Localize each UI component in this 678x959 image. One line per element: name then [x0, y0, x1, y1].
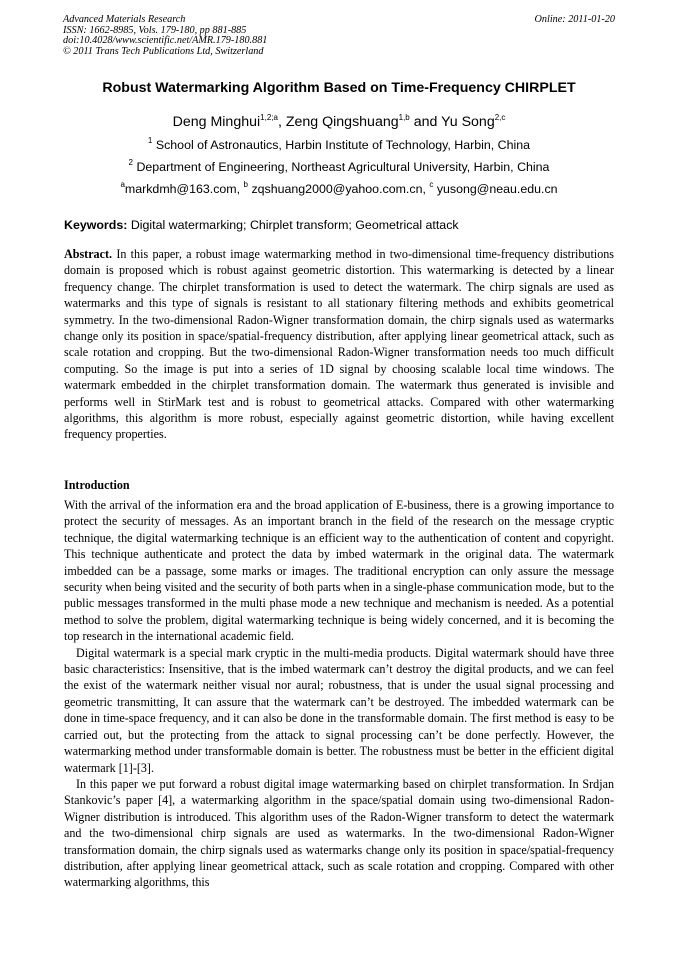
- author-list: [40, 114, 638, 130]
- author-separator: ,: [277, 114, 286, 130]
- affiliation-1: [40, 138, 638, 152]
- paragraph: Digital watermark is a special mark cryptic in the multi-media products. Digital watermark should have three basic characteristics: Insensitive, that is the imbed watermark can’t destroy the digital products, and we can feel the exist of the watermark neither visual nor aural; robustness, that is under the usual signal processing and geometric transmitting, It can assure that the watermark can’t be destroyed. The imbedded watermark can be done in time-space frequency, and it can also be done in the transformable domain. The first method is easy to be carried out, but the protecting from the attack to signal processing can’t be done perfectly. However, the watermarking method under transformable domain is better. The robustness must be better in the efficient digital watermark [1]-[3].: [64, 645, 614, 775]
- paragraph: With the arrival of the information era and the broad application of E-business, there is a growing importance to protect the security of messages. As an important branch in the field of the research on the message cryptic technique, the digital watermarking technique is an efficient way to the authentication of content and copyright. This technique authenticate and protect the data by imbed watermark in the original data. The watermark imbedded can be a passage, some marks or images. The traditional encryption can only assure the message security when being visited and the security of both parts when in a single-phase communication mode, but to the public messages transformed in the multi phase mode a new technique and mechanism is needed. As a potential method to solve the problem, digital watermarking technique is being widely concerned, and it is becoming the top research in the international academic field.: [64, 498, 614, 644]
- affiliation-text: Department of Engineering, Northeast Agricultural University, Harbin, China: [136, 160, 550, 174]
- abstract-label: Abstract.: [64, 247, 113, 261]
- affiliation-marker: 2: [128, 158, 133, 167]
- author-superscript: 1,b: [398, 113, 410, 122]
- publication-info: [63, 15, 615, 57]
- email-address[interactable]: yusong@neau.edu.cn: [436, 182, 558, 196]
- paragraph: In this paper we put forward a robust digital image watermarking based on chirplet transformation. In Srdjan Stankovic’s paper [4], a watermarking algorithm in the space/spatial domain using two-dimensional Radon-Wigner distribution is introduced. This algorithm uses of the Radon-Wigner transform to detect the watermark and the two-dimensional chirp signals are used as watermarks. In the two-dimensional Radon-Wigner transformation domain, the chirp signals used as watermarks change only its position in space/spatial-frequency distribution, after applying linear geometrical attack, such as scale rotation and cropping. Compared with other watermarking algorithms, this: [64, 776, 614, 890]
- affiliation-text: School of Astronautics, Harbin Institute of Technology, Harbin, China: [155, 138, 531, 152]
- author-name: Zeng Qingshuang: [285, 114, 399, 130]
- journal-header: [63, 15, 615, 57]
- copyright-line: © 2011 Trans Tech Publications Ltd, Switzerland: [63, 45, 264, 57]
- email-address[interactable]: markdmh@163.com: [124, 182, 237, 196]
- author-separator: and: [409, 114, 442, 130]
- abstract-text: In this paper, a robust image watermarking method in two-dimensional time-frequency distributions domain is proposed which is robust against geometric distortion. This watermarking is detected by a linear frequency change. The chirplet transformation is used to detect the watermark. The chirp signals are used as watermarks and this type of signals is resistant to all stationary filtering methods and exhibits geometrical symmetry. In the two-dimensional Radon-Wigner transformation domain, the chirp signals used as watermarks change only its position in space/spatial-frequency distribution, after applying linear geometrical attack, such as scale rotation and cropping. But the two-dimensional Radon-Wigner transformation needs too much difficult computing. So the image is put into a series of 1D signal by choosing scalable local time windows. The watermark embedded in the chirplet transformation domain. The watermark thus generated is invisible and performs well in StirMark test and is robust to geometrical attacks. Compared with other watermarking algorithms, this algorithm is more robust, especially against geometric distortion, while having excellent frequency properties.: [64, 247, 614, 442]
- doi-line: doi:10.4028/www.scientific.net/AMR.179-180.881: [63, 35, 268, 47]
- paper-title: Robust Watermarking Algorithm Based on Time-Frequency CHIRPLET: [102, 80, 576, 96]
- affiliation-2: [40, 160, 638, 174]
- keywords-label: Keywords:: [64, 218, 128, 232]
- online-date: Online: 2011-01-20: [534, 14, 615, 25]
- abstract: [64, 246, 614, 443]
- email-marker: c: [429, 180, 434, 189]
- email-line: $^a$markdmh@163.com, $^b$ zqshuang2000@yahoo.com.cn, $^c$ yusong@neau.edu.cn: [120, 180, 558, 196]
- author-name: Yu Song: [441, 114, 495, 130]
- journal-name: Advanced Materials Research: [63, 14, 186, 25]
- introduction-body: [64, 497, 614, 891]
- section-heading: Introduction: [64, 478, 130, 492]
- author-name: Deng Minghui: [172, 114, 261, 130]
- author-superscript: 2,c: [494, 113, 506, 122]
- email-address[interactable]: zqshuang2000@yahoo.com.cn: [251, 182, 423, 196]
- email-marker: a: [120, 180, 125, 189]
- issn-line: ISSN: 1662-8985, Vols. 179-180, pp 881-885: [63, 24, 247, 36]
- email-marker: b: [243, 180, 248, 189]
- keywords-line: [64, 218, 616, 232]
- keywords-text: Digital watermarking; Chirplet transform; Geometrical attack: [130, 218, 459, 232]
- affiliation-marker: 1: [147, 136, 153, 145]
- author-superscript: 1,2;a: [260, 113, 278, 122]
